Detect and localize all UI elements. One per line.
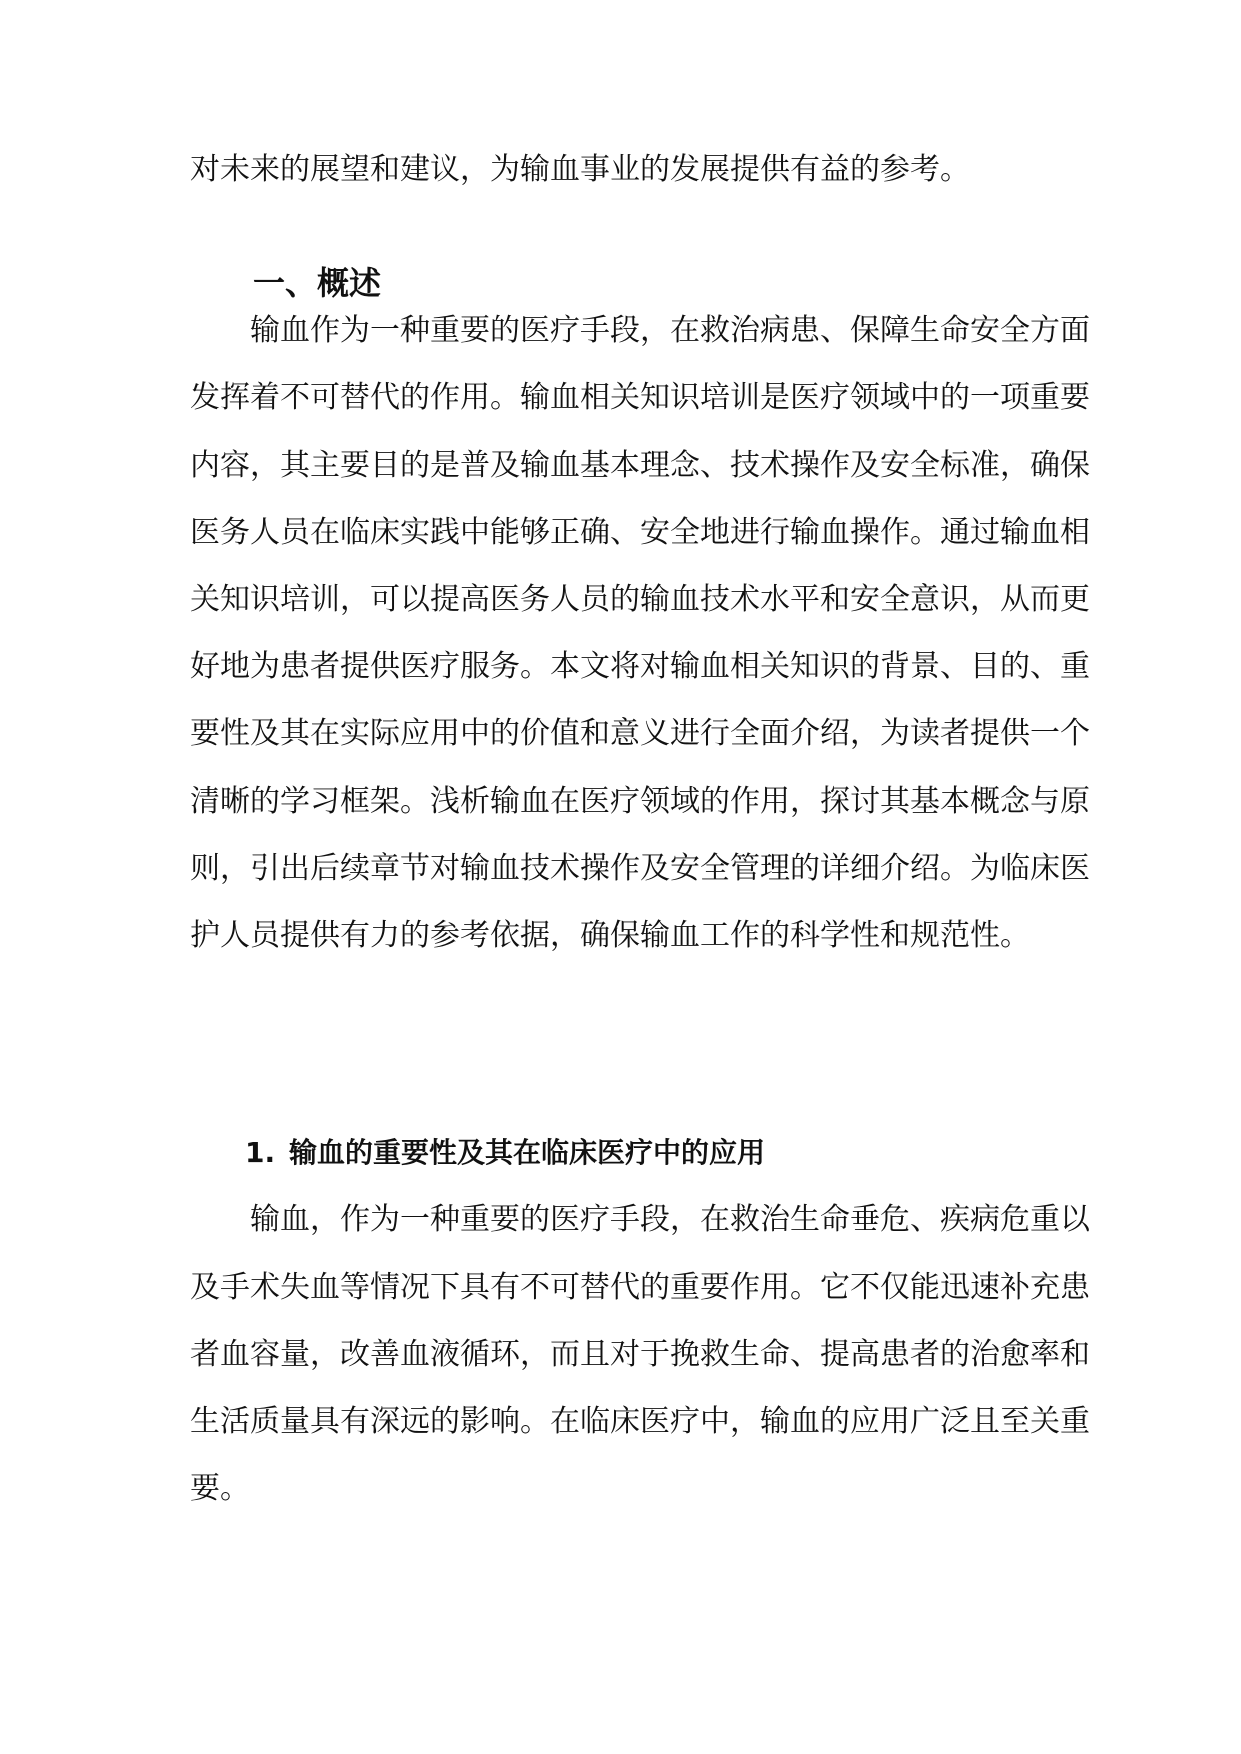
paragraph-line: 关知识培训，可以提高医务人员的输血技术水平和安全意识，从而更: [190, 582, 1090, 617]
subsection-title: 输血的重要性及其在临床医疗中的应用: [289, 1136, 766, 1169]
subsection-number: 1.: [245, 1136, 276, 1169]
paragraph-line: 及手术失血等情况下具有不可替代的重要作用。它不仅能迅速补充患: [190, 1270, 1090, 1305]
paragraph-line: 输血，作为一种重要的医疗手段，在救治生命垂危、疾病危重以: [250, 1202, 1090, 1237]
section-heading-overview: 一、概述: [253, 264, 382, 302]
paragraph-line: 要。: [190, 1471, 250, 1506]
paragraph-line: 要性及其在实际应用中的价值和意义进行全面介绍，为读者提供一个: [190, 716, 1090, 751]
intro-tail-line: 对未来的展望和建议，为输血事业的发展提供有益的参考。: [190, 152, 970, 187]
paragraph-line: 护人员提供有力的参考依据，确保输血工作的科学性和规范性。: [190, 918, 1030, 953]
subsection-heading: [245, 1135, 765, 1171]
paragraph-line: 内容，其主要目的是普及输血基本理念、技术操作及安全标准，确保: [190, 448, 1090, 483]
paragraph-line: 医务人员在临床实践中能够正确、安全地进行输血操作。通过输血相: [190, 515, 1090, 550]
paragraph-line: 发挥着不可替代的作用。输血相关知识培训是医疗领域中的一项重要: [190, 380, 1090, 415]
paragraph-line: 生活质量具有深远的影响。在临床医疗中，输血的应用广泛且至关重: [190, 1404, 1090, 1439]
paragraph-line: 好地为患者提供医疗服务。本文将对输血相关知识的背景、目的、重: [190, 649, 1090, 684]
paragraph-line: 清晰的学习框架。浅析输血在医疗领域的作用，探讨其基本概念与原: [190, 784, 1090, 819]
paragraph-line: 者血容量，改善血液循环，而且对于挽救生命、提高患者的治愈率和: [190, 1337, 1090, 1372]
paragraph-line: 输血作为一种重要的医疗手段，在救治病患、保障生命安全方面: [250, 313, 1090, 348]
paragraph-line: 则，引出后续章节对输血技术操作及安全管理的详细介绍。为临床医: [190, 851, 1090, 886]
